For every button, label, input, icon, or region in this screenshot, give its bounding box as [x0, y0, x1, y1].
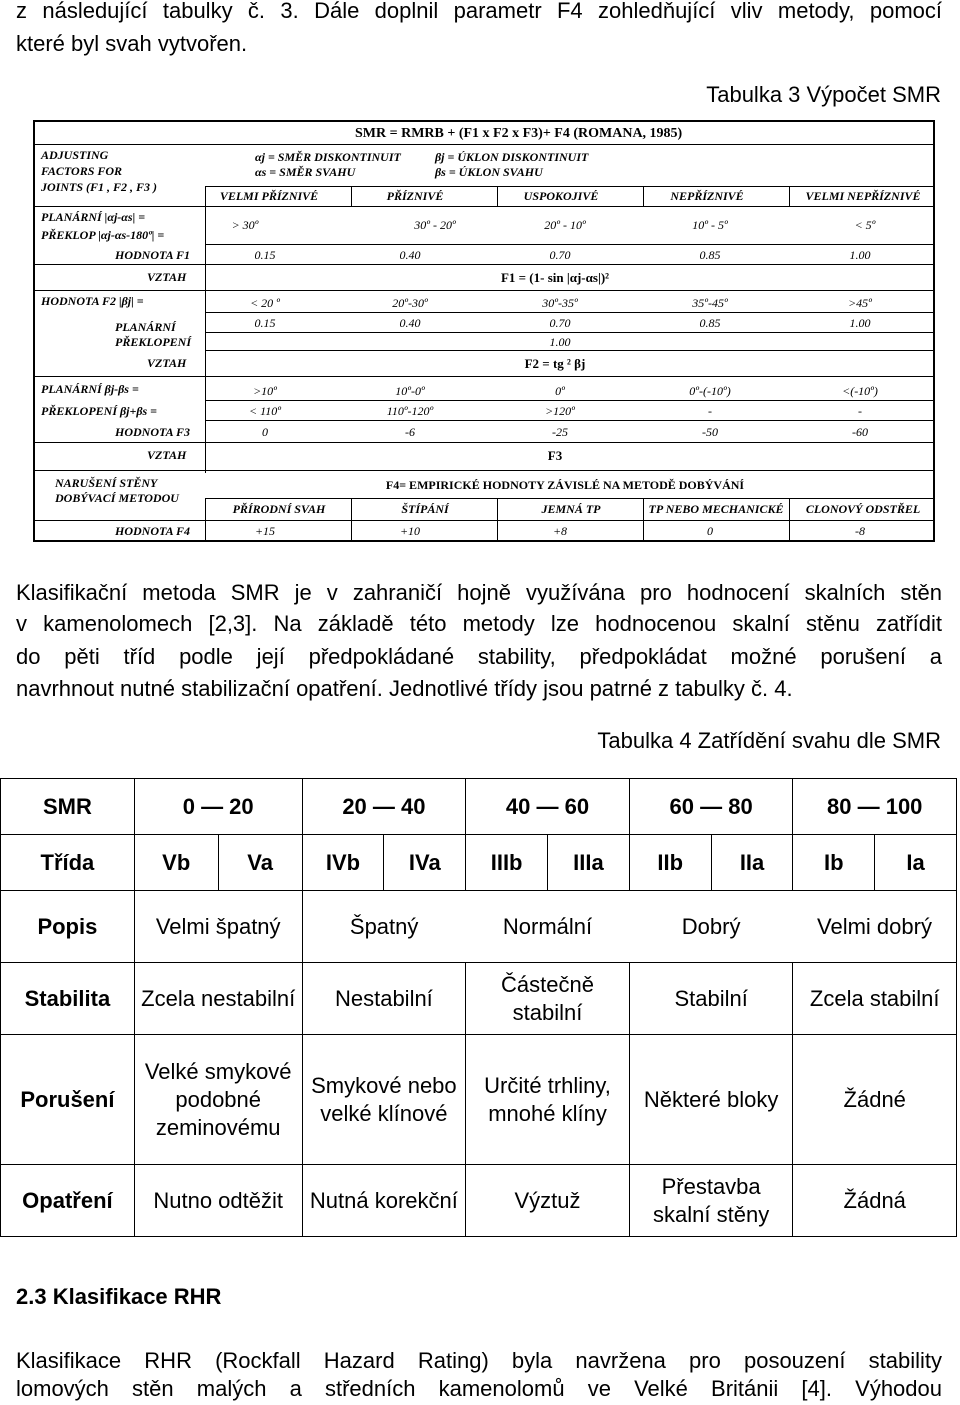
row-poruseni	[1, 1035, 957, 1165]
f3b-4: -	[708, 404, 712, 418]
f1-formula: F1 = (1- sin |αj-αs|)²	[500, 270, 610, 285]
row-naruseni-1: NARUŠENÍ STĚNY	[55, 476, 158, 490]
row-naruseni-2: DOBÝVACÍ METODOU	[55, 491, 179, 505]
f3a-4: 0º-(-10º)	[689, 384, 731, 398]
row-hodnota-f1: HODNOTA F1	[115, 248, 191, 262]
opatreni-3: Výztuž	[466, 1165, 630, 1237]
label-popis: Popis	[1, 891, 135, 963]
section-line-2: lomových stěn malých a středních kamenolomů ve Velké Británii [4]. Výhodou	[16, 1376, 942, 1401]
f2-num-2: 0.40	[399, 316, 421, 330]
label-opatreni: Opatření	[1, 1165, 135, 1237]
legend-bs: βs = ÚKLON SVAHU	[435, 165, 543, 179]
intro-line-2: které byl svah vytvořen.	[16, 31, 248, 56]
legend-aj: αj = SMĚR DISKONTINUIT	[255, 150, 401, 164]
poruseni-5: Žádné	[793, 1035, 957, 1165]
f4-num-5: -8	[855, 524, 865, 538]
f3b-3: >120º	[545, 404, 575, 418]
col-uspokojive: USPOKOJIVÉ	[523, 189, 599, 203]
row-planarni-3: PLANÁRNÍ βj-βs =	[41, 382, 139, 396]
f1-num-1: 0.15	[254, 248, 276, 262]
smr-range-2: 20 — 40	[302, 779, 466, 835]
col-velmi-neprizive: VELMI NEPŘÍZNIVÉ	[805, 189, 921, 203]
f1-val-1: > 30º	[231, 218, 259, 232]
f3-label: F3	[547, 448, 563, 463]
f3-num-3: -25	[552, 425, 568, 439]
label-smr: SMR	[1, 779, 135, 835]
row-planarni-1: PLANÁRNÍ |αj-αs| =	[41, 210, 146, 224]
popis-4: Dobrý	[629, 891, 793, 963]
f2-val-5: >45º	[848, 296, 872, 310]
row-smr	[1, 779, 957, 835]
f3a-3: 0º	[555, 384, 565, 398]
stabilita-4: Stabilní	[629, 963, 793, 1035]
poruseni-1: Velké smykové podobné zeminovému	[134, 1035, 302, 1165]
class-1: Vb	[134, 835, 218, 891]
table3-caption: Tabulka 3 Výpočet SMR	[706, 82, 941, 107]
opatreni-2: Nutná korekční	[302, 1165, 466, 1237]
f2-num-3: 0.70	[549, 316, 571, 330]
f2-val-4: 35º-45º	[692, 296, 728, 310]
legend-as: αs = SMĚR SVAHU	[255, 165, 356, 179]
stabilita-1: Zcela nestabilní	[134, 963, 302, 1035]
f3b-5: -	[858, 404, 862, 418]
popis-5: Velmi dobrý	[793, 891, 957, 963]
f4-method-4: TP NEBO MECHANICKÉ	[648, 502, 784, 516]
table4-caption: Tabulka 4 Zatřídění svahu dle SMR	[597, 728, 941, 753]
poruseni-2: Smykové nebo velké klínové	[302, 1035, 466, 1165]
class-8: IIa	[711, 835, 793, 891]
label-trida: Třída	[1, 835, 135, 891]
popis-2: Špatný	[302, 891, 466, 963]
f3a-1: >10º	[253, 384, 277, 398]
para-line-2: v kamenolomech [2,3]. Na základě této metody lze hodnocenou skalní stěnu zatřídit	[16, 611, 942, 636]
class-4: IVa	[384, 835, 466, 891]
row-popis	[1, 891, 957, 963]
adjusting-label-2: FACTORS FOR	[41, 164, 123, 178]
stabilita-5: Zcela stabilní	[793, 963, 957, 1035]
legend-bj: βj = ÚKLON DISKONTINUIT	[435, 150, 589, 164]
row-hodnota-f3: HODNOTA F3	[115, 425, 191, 439]
f1-num-5: 1.00	[849, 248, 871, 262]
f2-val-1: < 20 º	[250, 296, 280, 310]
f3-num-1: 0	[262, 425, 268, 439]
table3-title: SMR = RMRB + (F1 x F2 x F3)+ F4 (ROMANA, 1985)	[355, 126, 683, 141]
f4-method-2: ŠTÍPÁNÍ	[401, 502, 449, 516]
adjusting-label-3: JOINTS (F1 , F2 , F3 )	[41, 180, 158, 194]
adjusting-label-1: ADJUSTING	[41, 148, 109, 162]
f4-num-1: +15	[254, 524, 276, 538]
f1-val-5: < 5º	[854, 218, 876, 232]
class-2: Va	[218, 835, 302, 891]
col-prizive: PŘÍZNIVÉ	[386, 189, 444, 203]
row-opatreni	[1, 1165, 957, 1237]
f4-method-5: CLONOVÝ ODSTŘEL	[805, 502, 921, 516]
label-stabilita: Stabilita	[1, 963, 135, 1035]
popis-1: Velmi špatný	[134, 891, 302, 963]
stabilita-2: Nestabilní	[302, 963, 466, 1035]
para-line-4: navrhnout nutné stabilizační opatření. Jednotlivé třídy jsou patrné z tabulky č. 4.	[16, 676, 793, 701]
f4-num-3: +8	[552, 524, 568, 538]
f2-val-3: 30º-35º	[542, 296, 578, 310]
f3a-2: 10º-0º	[395, 384, 425, 398]
f4-num-4: 0	[707, 524, 713, 538]
class-6: IIIa	[548, 835, 630, 891]
row-preklopeni-3: PŘEKLOPENÍ βj+βs =	[41, 404, 157, 418]
row-hodnota-f4: HODNOTA F4	[115, 524, 191, 538]
smr-range-1: 0 — 20	[134, 779, 302, 835]
f1-val-2: 30º - 20º	[414, 218, 456, 232]
row-vztah-2: VZTAH	[147, 356, 187, 370]
class-10: Ia	[875, 835, 957, 891]
para-line-1: Klasifikační metoda SMR je v zahraničí hojně využívána pro hodnocení skalních stěn	[16, 580, 942, 605]
row-vztah-3: VZTAH	[147, 448, 187, 462]
f3-num-5: -60	[852, 425, 868, 439]
f2-num-1: 0.15	[254, 316, 276, 330]
f3-num-2: -6	[405, 425, 415, 439]
f2-val-2: 20º-30º	[392, 296, 428, 310]
row-hodnota-f2: HODNOTA F2 |βj| =	[41, 294, 144, 308]
row-planarni-2: PLANÁRNÍ	[115, 320, 176, 334]
f4-title: F4= EMPIRICKÉ HODNOTY ZÁVISLÉ NA METODĚ DOBÝVÁNÍ	[385, 478, 745, 492]
f2-num-4: 0.85	[699, 316, 721, 330]
f2-num-5: 1.00	[849, 316, 871, 330]
col-velmi-prizive: VELMI PŘÍZNIVÉ	[219, 189, 319, 203]
smr-range-3: 40 — 60	[466, 779, 630, 835]
para-line-3: do pěti tříd podle její předpokládané stability, předpokládat možné porušení a	[16, 644, 942, 669]
popis-3: Normální	[466, 891, 630, 963]
smr-classification-table	[0, 778, 957, 1237]
poruseni-4: Některé bloky	[629, 1035, 793, 1165]
f1-val-4: 10º - 5º	[692, 218, 728, 232]
row-vztah-1: VZTAH	[147, 270, 187, 284]
opatreni-5: Žádná	[793, 1165, 957, 1237]
f4-num-2: +10	[399, 524, 421, 538]
smr-calculation-table	[33, 120, 935, 542]
f3b-2: 110º-120º	[386, 404, 434, 418]
opatreni-4: Přestavba skalní stěny	[629, 1165, 793, 1237]
f3b-1: < 110º	[249, 404, 281, 418]
row-preklop: PŘEKLOP |αj-αs-180º| =	[41, 228, 165, 242]
f1-num-4: 0.85	[699, 248, 721, 262]
f1-num-2: 0.40	[399, 248, 421, 262]
section-line-1: Klasifikace RHR (Rockfall Hazard Rating) byla navržena pro posouzení stability	[16, 1348, 942, 1373]
f4-method-1: PŘÍRODNÍ SVAH	[232, 502, 326, 516]
class-5: IIIb	[466, 835, 548, 891]
class-7: IIb	[629, 835, 711, 891]
stabilita-3: Částečně stabilní	[466, 963, 630, 1035]
row-trida	[1, 835, 957, 891]
section-heading: 2.3 Klasifikace RHR	[16, 1284, 222, 1309]
f3-num-4: -50	[702, 425, 718, 439]
f1-num-3: 0.70	[549, 248, 571, 262]
f2-one: 1.00	[549, 335, 571, 349]
smr-range-5: 80 — 100	[793, 779, 957, 835]
row-stabilita	[1, 963, 957, 1035]
f1-val-3: 20º - 10º	[544, 218, 586, 232]
label-poruseni: Porušení	[1, 1035, 135, 1165]
opatreni-1: Nutno odtěžit	[134, 1165, 302, 1237]
col-neprizive: NEPŘÍZNIVÉ	[670, 189, 744, 203]
smr-range-4: 60 — 80	[629, 779, 793, 835]
class-9: Ib	[793, 835, 875, 891]
class-3: IVb	[302, 835, 384, 891]
poruseni-3: Určité trhliny, mnohé klíny	[466, 1035, 630, 1165]
f2-formula: F2 = tg ² βj	[524, 356, 586, 371]
row-preklopeni-2: PŘEKLOPENÍ	[115, 335, 192, 349]
f4-method-3: JEMNÁ TP	[541, 502, 601, 516]
intro-line-1: z následující tabulky č. 3. Dále doplnil parametr F4 zohledňující vliv metody, pomocí	[16, 0, 942, 23]
f3a-5: <(-10º)	[842, 384, 878, 398]
